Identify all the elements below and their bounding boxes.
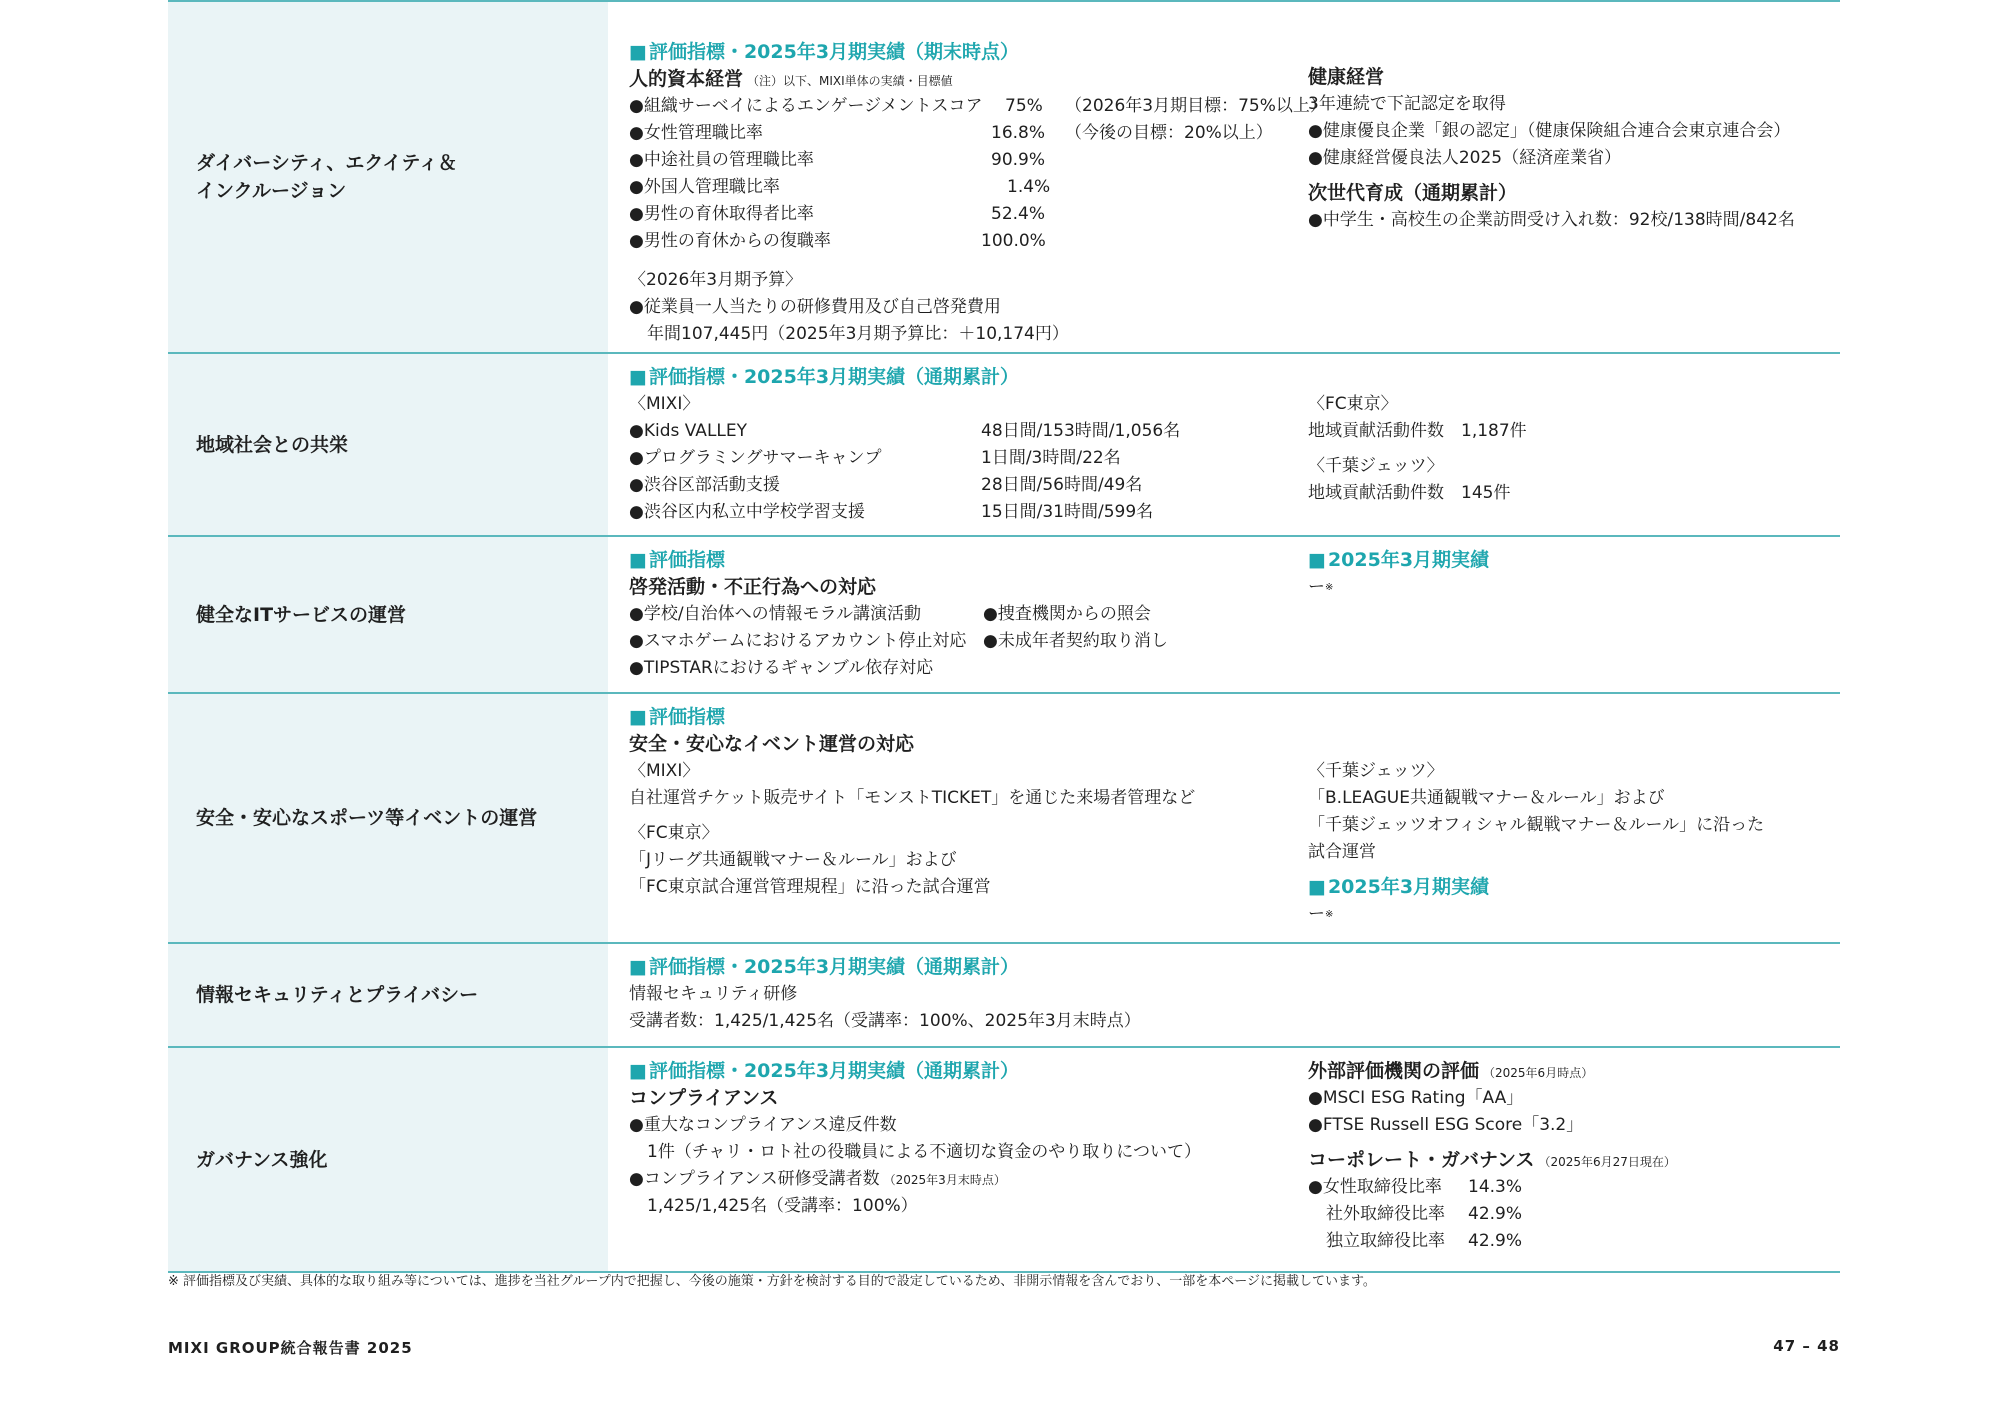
budget-value: 年間107,445円（2025年3月期予算比：＋10,174円） xyxy=(647,324,1069,344)
row-content xyxy=(608,537,1840,692)
section-tag: ■ 評価指標・2025年3月期実績（通期累計） xyxy=(629,1058,1319,1085)
row-label xyxy=(168,944,608,1046)
row-content xyxy=(608,694,1840,942)
list-item: ●従業員一人当たりの研修費用及び自己啓発費用 xyxy=(629,297,1001,317)
left-column xyxy=(629,364,1319,526)
left-column xyxy=(629,547,1319,682)
row-label xyxy=(168,1048,608,1271)
list-item: ●組織サーベイによるエンゲージメントスコア 75% （2026年3月期目標：75%以上） xyxy=(629,96,1327,116)
section-tag: ■ 評価指標 xyxy=(629,704,1319,731)
list-item: ●外国人管理職比率 1.4% xyxy=(629,177,1051,197)
text-line: 「千葉ジェッツオフィシャル観戦マナー＆ルール」に沿った xyxy=(1308,815,1765,835)
text-line: 地域貢献活動件数 145件 xyxy=(1308,483,1511,503)
section-tag: ■ 評価指標・2025年3月期実績（通期累計） xyxy=(629,954,1319,981)
row-label-line: インクルージョン xyxy=(196,180,347,202)
footer-title: MIXI GROUP統合報告書 2025 xyxy=(168,1339,413,1357)
list-item: ●渋谷区部活動支援 28日間/56時間/49名 xyxy=(629,475,1143,495)
list-item: ●中途社員の管理職比率 90.9% xyxy=(629,150,1046,170)
esg-table xyxy=(168,0,1840,1273)
text-line: 自社運営チケット販売サイト「モンストTICKET」を通じた来場者管理など xyxy=(629,788,1196,808)
row-label-line: 健全なITサービスの運営 xyxy=(196,603,407,626)
list-item: ●健康優良企業「銀の認定」（健康保険組合連合会東京連合会） xyxy=(1308,121,1791,141)
list-item: ●中学生・高校生の企業訪問受け入れ数：92校/138時間/842名 xyxy=(1308,210,1795,230)
text-line: 「Jリーグ共通観戦マナー＆ルール」および xyxy=(629,850,957,870)
row-content xyxy=(608,354,1840,535)
text-line: 1,425/1,425名（受講率：100%） xyxy=(647,1196,918,1216)
sub-heading: 〈MIXI〉 xyxy=(629,394,700,414)
heading-note: （2025年6月27日現在） xyxy=(1538,1155,1676,1169)
left-column xyxy=(629,704,1319,901)
text-line: 地域貢献活動件数 1,187件 xyxy=(1308,421,1527,441)
list-item: ●女性取締役比率 14.3% xyxy=(1308,1177,1523,1197)
section-heading: 健康経営 xyxy=(1308,66,1385,88)
sub-heading: 〈FC東京〉 xyxy=(1308,394,1398,414)
list-item: ●FTSE Russell ESG Score「3.2」 xyxy=(1308,1115,1584,1135)
text-line: 「FC東京試合運営管理規程」に沿った試合運営 xyxy=(629,877,991,897)
page-number: 47 – 48 xyxy=(1773,1337,1840,1355)
left-column xyxy=(629,954,1319,1035)
sub-heading: 〈MIXI〉 xyxy=(629,761,700,781)
row-label-line: 地域社会との共栄 xyxy=(196,433,349,456)
section-heading: 啓発活動・不正行為への対応 xyxy=(629,576,877,598)
row-label xyxy=(168,2,608,352)
section-tag: ■ 評価指標・2025年3月期実績（期末時点） xyxy=(629,39,1319,66)
footnote: ※ 評価指標及び実績、具体的な取り組み等については、進捗を当社グループ内で把握し、今後の施策・方針を検討する目的で設定しているため、非開示情報を含んでおり、一部を本ページに掲載しています。 xyxy=(168,1274,1376,1289)
row-label-line: ガバナンス強化 xyxy=(196,1148,328,1171)
section-heading: 安全・安心なイベント運営の対応 xyxy=(629,733,915,755)
heading-note: （2025年6月時点） xyxy=(1483,1066,1594,1080)
right-column xyxy=(1308,391,1828,507)
section-tag: ■ 評価指標 xyxy=(629,547,1319,574)
row-label xyxy=(168,694,608,942)
section-heading: コーポレート・ガバナンス xyxy=(1308,1149,1535,1171)
right-column xyxy=(1308,1058,1828,1255)
result-value: ー※ xyxy=(1308,577,1334,597)
list-item: ●コンプライアンス研修受講者数 （2025年3月末時点） xyxy=(629,1169,1006,1189)
list-item: ●女性管理職比率 16.8% （今後の目標：20%以上） xyxy=(629,123,1273,143)
left-column xyxy=(629,39,1327,348)
section-heading: 人的資本経営 xyxy=(629,68,744,90)
text-line: 試合運営 xyxy=(1308,842,1376,862)
row-community xyxy=(168,354,1840,537)
list-item: ●プログラミングサマーキャンプ 1日間/3時間/22名 xyxy=(629,448,1121,468)
list-item: ●Kids VALLEY 48日間/153時間/1,056名 xyxy=(629,421,1181,441)
text-line: 「B.LEAGUE共通観戦マナー＆ルール」および xyxy=(1308,788,1665,808)
section-tag: ■ 2025年3月期実績 xyxy=(1308,874,1828,901)
row-content xyxy=(608,2,1840,352)
row-label-line: 情報セキュリティとプライバシー xyxy=(196,984,479,1006)
row-content xyxy=(608,1048,1840,1271)
row-governance xyxy=(168,1048,1840,1273)
list-item: 独立取締役比率 42.9% xyxy=(1326,1231,1523,1251)
row-content xyxy=(608,944,1840,1046)
sub-heading: 〈千葉ジェッツ〉 xyxy=(1308,761,1444,781)
list-item: ●スマホゲームにおけるアカウント停止対応 ●未成年者契約取り消し xyxy=(629,631,1168,651)
section-heading: 次世代育成（通期累計） xyxy=(1308,182,1518,204)
list-item: ●重大なコンプライアンス違反件数 xyxy=(629,1115,897,1135)
right-column xyxy=(1308,547,1828,601)
text-line: 1件（チャリ・ロト社の役職員による不適切な資金のやり取りについて） xyxy=(647,1142,1201,1162)
list-item: ●MSCI ESG Rating「AA」 xyxy=(1308,1088,1524,1108)
left-column xyxy=(629,1058,1319,1220)
row-diversity xyxy=(168,0,1840,354)
section-heading: 外部評価機関の評価 xyxy=(1308,1060,1480,1082)
section-tag: ■ 評価指標・2025年3月期実績（通期累計） xyxy=(629,364,1319,391)
list-item: 社外取締役比率 42.9% xyxy=(1326,1204,1523,1224)
list-item: ●渋谷区内私立中学校学習支援 15日間/31時間/599名 xyxy=(629,502,1154,522)
list-item: ●健康経営優良法人2025（経済産業省） xyxy=(1308,148,1622,168)
row-it-services xyxy=(168,537,1840,694)
result-value: ー※ xyxy=(1308,904,1334,924)
sub-heading: 〈千葉ジェッツ〉 xyxy=(1308,456,1444,476)
right-column xyxy=(1308,64,1828,234)
section-tag: ■ 2025年3月期実績 xyxy=(1308,547,1828,574)
list-item: ●男性の育休からの復職率 100.0% xyxy=(629,231,1046,251)
text-line: 受講者数：1,425/1,425名（受講率：100%、2025年3月末時点） xyxy=(629,1011,1141,1031)
list-item: ●男性の育休取得者比率 52.4% xyxy=(629,204,1046,224)
list-item: ●学校/自治体への情報モラル講演活動 ●捜査機関からの照会 xyxy=(629,604,1151,624)
section-heading: コンプライアンス xyxy=(629,1087,779,1109)
row-label xyxy=(168,537,608,692)
heading-note: （注）以下、MIXI単体の実績・目標値 xyxy=(747,74,953,88)
text-line: 3年連続で下記認定を取得 xyxy=(1308,94,1506,114)
text-line: 情報セキュリティ研修 xyxy=(629,984,798,1004)
row-label-line: ダイバーシティ、エクイティ＆ xyxy=(196,152,457,174)
list-item: ●TIPSTARにおけるギャンブル依存対応 xyxy=(629,658,934,678)
row-label-line: 安全・安心なスポーツ等イベントの運営 xyxy=(196,807,538,829)
sub-heading: 〈FC東京〉 xyxy=(629,823,719,843)
row-event-safety xyxy=(168,694,1840,944)
budget-heading: 〈2026年3月期予算〉 xyxy=(629,270,803,290)
row-label xyxy=(168,354,608,535)
row-info-security xyxy=(168,944,1840,1048)
right-column xyxy=(1308,758,1828,928)
